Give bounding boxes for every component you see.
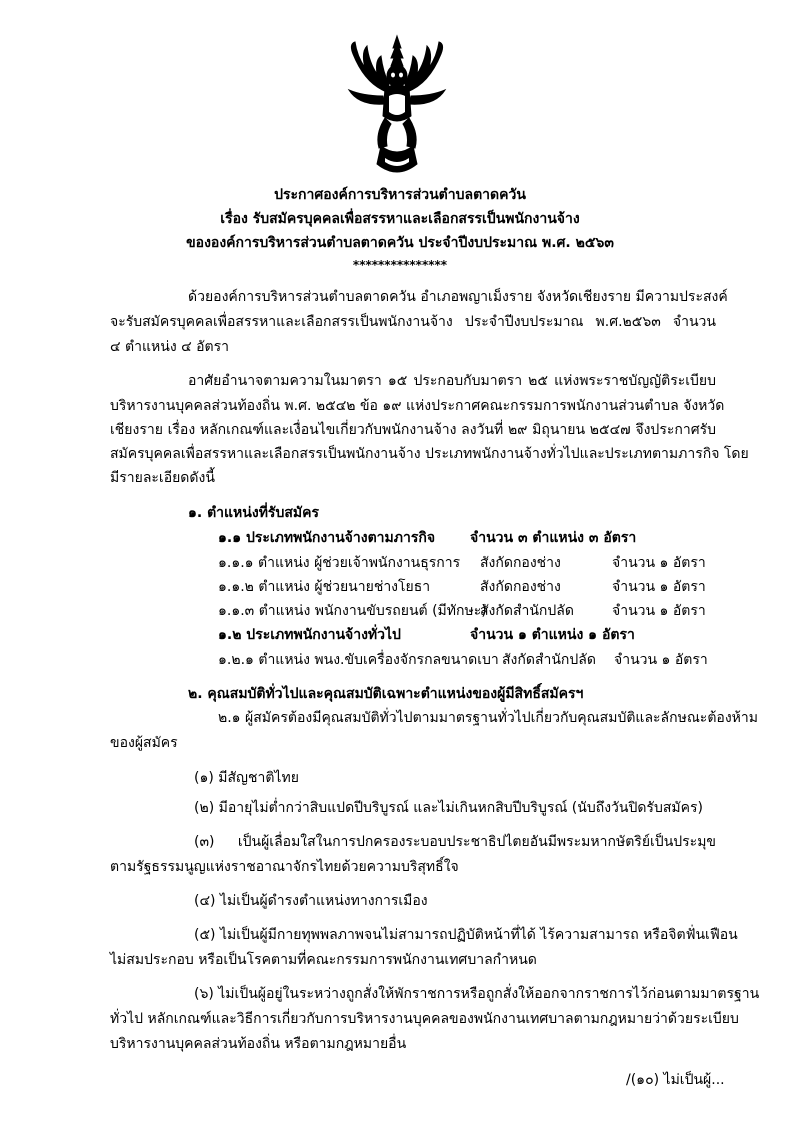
doc-subject: เรื่อง รับสมัครบุคคลเพื่อสรรหาและเลือกสรรเป็นพนักงานจ้าง [220, 211, 580, 227]
garuda-emblem-icon [345, 34, 449, 180]
position-title: ๑.๑.๓ ตำแหน่ง พนักงานขับรถยนต์ (มีทักษะ) [218, 603, 487, 619]
section-2-1-line-2: ของผู้สมัคร [110, 735, 178, 751]
qualification-item-continued: ไม่สมประกอบ หรือเป็นโรคตามที่คณะกรรมการพนักงานเทศบาลกำหนด [110, 952, 537, 968]
position-amount: จำนวน ๑ อัตรา [614, 652, 708, 668]
authority-line-5: มีรายละเอียดดังนี้ [110, 470, 215, 486]
authority-line-3: เชียงราย เรื่อง หลักเกณฑ์และเงื่อนไขเกี่ยวกับพนักงานจ้าง ลงวันที่ ๒๙ มิถุนายน ๒๕๔๗ จึงประกาศรับ [110, 422, 716, 438]
intro-line-1: ด้วยองค์การบริหารส่วนตำบลตาดควัน อำเภอพญาเม็งราย จังหวัดเชียงราย มีความประสงค์ [188, 289, 728, 305]
position-unit: สังกัดกองช่าง [480, 555, 561, 571]
authority-line-2: บริหารงานบุคคลส่วนท้องถิ่น พ.ศ. ๒๕๔๒ ข้อ ๑๙ แห่งประกาศคณะกรรมการพนักงานส่วนตำบล จังหวัด [110, 398, 725, 414]
doc-subject-continued: ขององค์การบริหารส่วนตำบลตาดควัน ประจำปีงบประมาณ พ.ศ. ๒๕๖๓ [186, 235, 614, 251]
group-1-name: ๑.๑ ประเภทพนักงานจ้างตามภารกิจ [218, 530, 436, 546]
position-title: ๑.๒.๑ ตำแหน่ง พนง.ขับเครื่องจักรกลขนาดเบา [218, 652, 499, 668]
qualification-item: (๖) ไม่เป็นผู้อยู่ในระหว่างถูกสั่งให้พักราชการหรือถูกสั่งให้ออกจากราชการไว้ก่อนตามมาตรฐาน [194, 986, 760, 1002]
position-amount: จำนวน ๑ อัตรา [612, 603, 706, 619]
authority-line-4: สมัครบุคคลเพื่อสรรหาและเลือกสรรเป็นพนักงานจ้าง ประเภทพนักงานจ้างทั่วไปและประเภทตามภารกิจ โดย [110, 446, 749, 462]
group-1-count: จำนวน ๓ ตำแหน่ง ๓ อัตรา [470, 530, 637, 546]
position-unit: สังกัดสำนักปลัด [502, 652, 596, 668]
position-title: ๑.๑.๒ ตำแหน่ง ผู้ช่วยนายช่างโยธา [218, 579, 431, 595]
position-amount: จำนวน ๑ อัตรา [612, 555, 706, 571]
intro-line-3: ๔ ตำแหน่ง ๔ อัตรา [110, 339, 230, 355]
group-2-count: จำนวน ๑ ตำแหน่ง ๑ อัตรา [470, 627, 635, 643]
section-1-heading: ๑. ตำแหน่งที่รับสมัคร [188, 505, 319, 521]
qualification-item-continued: บริหารงานบุคคลส่วนท้องถิ่น หรือตามกฎหมายอื่น [110, 1036, 407, 1052]
section-2-1-line-1: ๒.๑ ผู้สมัครต้องมีคุณสมบัติทั่วไปตามมาตรฐานทั่วไปเกี่ยวกับคุณสมบัติและลักษณะต้องห้าม [218, 710, 758, 726]
qualification-item-continued: ทั่วไป หลักเกณฑ์และวิธีการเกี่ยวกับการบริหารงานบุคคลของพนักงานเทศบาลตามกฎหมายว่าด้วยระเบียบ [110, 1011, 739, 1027]
qualification-item: (๒) มีอายุไม่ต่ำกว่าสิบแปดปีบริบูรณ์ และไม่เกินหกสิบปีบริบูรณ์ (นับถึงวันปิดรับสมัคร) [194, 800, 703, 816]
position-unit: สังกัดกองช่าง [480, 579, 561, 595]
authority-line-1: อาศัยอำนาจตามความในมาตรา ๑๕ ประกอบกับมาตรา ๒๕ แห่งพระราชบัญญัติระเบียบ [188, 373, 716, 389]
group-2-name: ๑.๒ ประเภทพนักงานจ้างทั่วไป [218, 627, 401, 643]
position-amount: จำนวน ๑ อัตรา [612, 579, 706, 595]
qualification-item: (๑) มีสัญชาติไทย [194, 770, 299, 786]
page-continuation: /(๑๐) ไม่เป็นผู้... [626, 1072, 725, 1088]
qualification-item-continued: ตามรัฐธรรมนูญแห่งราชอาณาจักรไทยด้วยความบริสุทธิ์ใจ [110, 859, 459, 875]
position-title: ๑.๑.๑ ตำแหน่ง ผู้ช่วยเจ้าพนักงานธุรการ [218, 555, 461, 571]
section-2-heading: ๒. คุณสมบัติทั่วไปและคุณสมบัติเฉพาะตำแหน่งของผู้มีสิทธิ์สมัครฯ [188, 686, 584, 702]
title-divider: *************** [352, 258, 448, 272]
qualification-item: (๓) เป็นผู้เลื่อมใสในการปกครองระบอบประชาธิปไตยอันมีพระมหากษัตริย์เป็นประมุข [194, 834, 716, 850]
qualification-item: (๔) ไม่เป็นผู้ดำรงตำแหน่งทางการเมือง [194, 893, 428, 909]
position-unit: สังกัดสำนักปลัด [480, 603, 574, 619]
qualification-item: (๕) ไม่เป็นผู้มีกายทุพพลภาพจนไม่สามารถปฏิบัติหน้าที่ได้ ไร้ความสามารถ หรือจิตฟั่นเฟือน [194, 927, 738, 943]
intro-line-2: จะรับสมัครบุคคลเพื่อสรรหาและเลือกสรรเป็นพนักงานจ้าง ประจำปีงบประมาณ พ.ศ.๒๕๖๓ จำนวน [110, 314, 716, 330]
doc-title: ประกาศองค์การบริหารส่วนตำบลตาดควัน [274, 187, 526, 203]
